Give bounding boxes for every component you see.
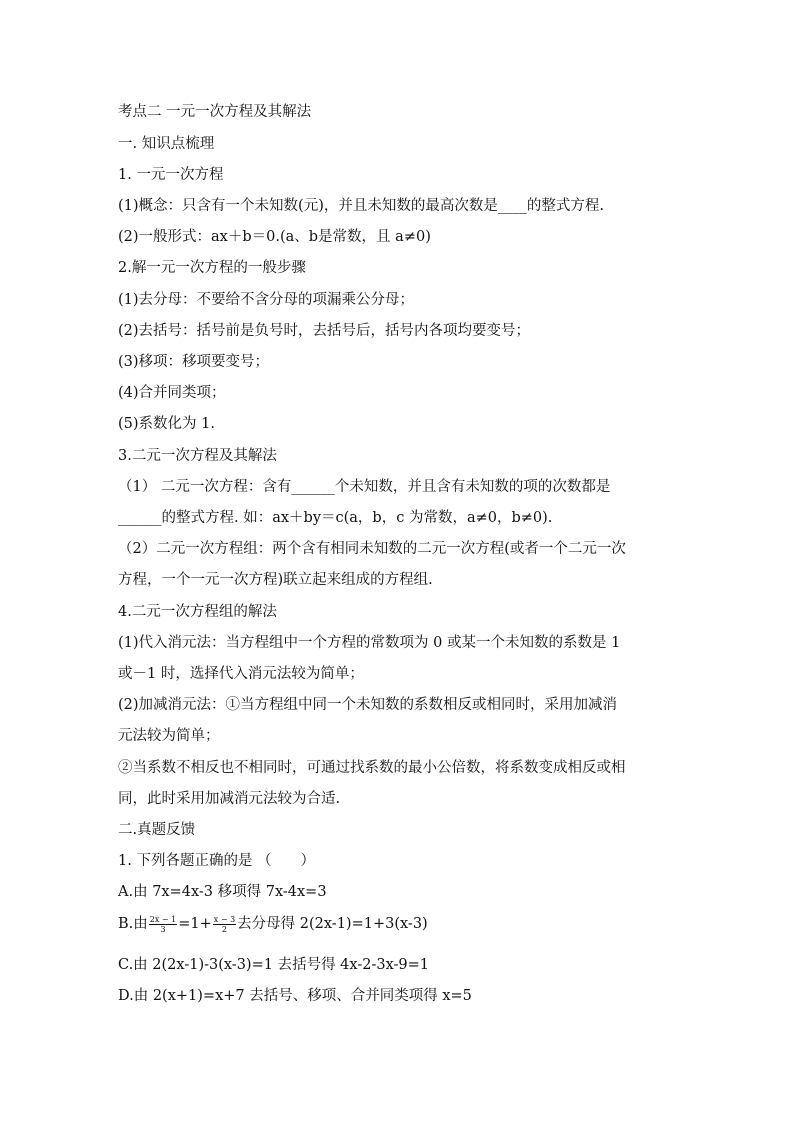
fraction-2 [213,915,236,934]
item2-step-3: (3)移项：移项要变号； [118,354,270,370]
question-1-option-b [118,914,428,934]
item3-paragraph-1a: （1） 二元一次方程：含有______个未知数，并且含有未知数的项的次数都是 [118,479,611,495]
item2-step-2: (2)去括号：括号前是负号时，去括号后，括号内各项均要变号； [118,323,531,339]
question-1-option-c: C.由 2(2x-1)-3(x-3)=1 去括号得 4x-2-3x-9=1 [118,957,430,973]
item4-paragraph-1b: 或－1 时，选择代入消元法较为简单； [118,666,364,682]
section-title: 考点二 一元一次方程及其解法 [118,104,312,120]
item2-step-4: (4)合并同类项； [118,385,226,401]
item2-heading: 2.解一元一次方程的一般步骤 [118,260,306,276]
item4-paragraph-3a: ②当系数不相反也不相同时，可通过找系数的最小公倍数，将系数变成相反或相 [118,760,626,776]
item4-paragraph-2a: (2)加减消元法：①当方程组中同一个未知数的系数相反或相同时，采用加减消 [118,697,618,713]
question-1-option-a: A.由 7x=4x-3 移项得 7x-4x=3 [118,884,327,900]
part2-heading: 二.真题反馈 [118,822,196,838]
item3-paragraph-2b: 方程，一个一元一次方程)联立起来组成的方程组. [118,572,433,588]
fraction-1 [149,915,177,934]
fraction-2-denominator: 2 [221,924,228,934]
fraction-1-numerator: 2x − 1 [149,914,177,924]
item1-heading: 1. 一元一次方程 [118,167,224,183]
part1-heading: 一. 知识点梳理 [118,136,215,152]
item3-heading: 3.二元一次方程及其解法 [118,448,277,464]
item4-heading: 4.二元一次方程组的解法 [118,604,277,620]
item3-paragraph-1b: ______的整式方程. 如：ax＋by＝c(a，b，c 为常数，a≠0，b≠0). [118,510,553,526]
question-1-option-d: D.由 2(x+1)=x+7 去括号、移项、合并同类项得 x=5 [118,988,472,1004]
option-b-suffix: 去分母得 2(2x-1)=1+3(x-3) [237,916,428,932]
option-b-prefix: B.由 [118,916,148,932]
fraction-1-denominator: 3 [160,924,166,934]
item1-concept: (1)概念：只含有一个未知数(元)，并且未知数的最高次数是____的整式方程. [118,198,604,214]
item4-paragraph-3b: 同，此时采用加减消元法较为合适. [118,791,341,807]
item2-step-1: (1)去分母：不要给不含分母的项漏乘公分母； [118,292,415,308]
item4-paragraph-1a: (1)代入消元法：当方程组中一个方程的常数项为 0 或某一个未知数的系数是 1 [118,635,621,651]
question-1-stem: 1. 下列各题正确的是 （ ） [118,853,316,869]
item2-step-5: (5)系数化为 1. [118,416,215,432]
item3-paragraph-2a: （2）二元一次方程组：两个含有相同未知数的二元一次方程(或者一个二元一次 [118,541,626,557]
option-b-middle: =1+ [178,916,212,932]
item1-general-form: (2)一般形式：ax＋b＝0.(a、b是常数，且 a≠0) [118,229,431,245]
item4-paragraph-2b: 元法较为简单； [118,728,220,744]
fraction-2-numerator: x − 3 [213,914,236,924]
